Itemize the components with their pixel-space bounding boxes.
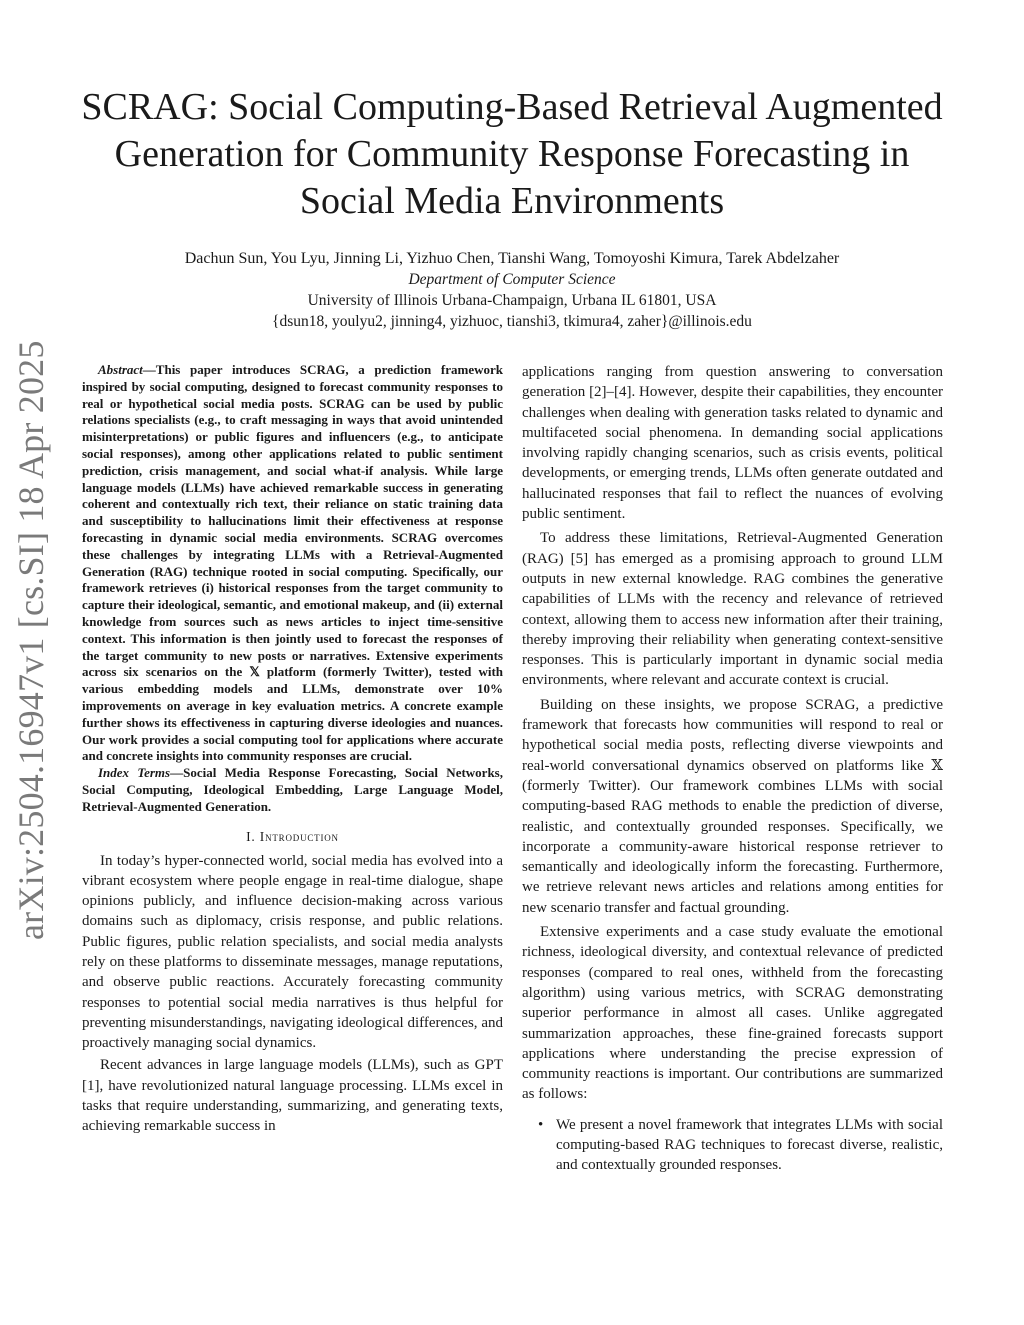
paragraph: Building on these insights, we propose SCRAG, a predictive framework that forecasts how communities will respond to real or hypothetical social media posts, reflecting diverse viewpoints and real-world conversational dynamics observed on platforms like 𝕏 (formerly Twitter). Our framework combines LLMs with social computing-based RAG methods to enable the prediction of diverse, realistic, and contextually grounded responses. Specifically, we incorporate a community-aware historical response retriever to semantically and ideologically inform the forecasting. Furthermore, we retrieve relevant news articles and relations among entities for new scenario transfer and factual grounding. — [522, 696, 943, 916]
abstract — [82, 362, 503, 765]
paragraph: Recent advances in large language models (LLMs), such as GPT [1], have revolutionized natural language processing. LLMs excel in tasks that require understanding, summarizing, and generating texts, achieving remarkable success in — [82, 1057, 503, 1135]
author-block — [80, 248, 944, 332]
left-column — [82, 362, 503, 1137]
index-terms-text: —Social Media Response Forecasting, Social Networks, Social Computing, Ideological Embedding, Large Language Model, Retrieval-Augmented Generation. — [82, 765, 503, 814]
section-heading-introduction: I. Introduction — [246, 828, 339, 844]
abstract-text: —This paper introduces SCRAG, a prediction framework inspired by social computing, designed to forecast community responses to real or hypothetical social media posts. SCRAG can be used by public relations specialists (e.g., to craft messaging in ways that avoid unintended misinterpretations) or public figures and influencers (e.g., to anticipate social responses), among other applications related to public sentiment prediction, crisis management, and social what-if analysis. While large language models (LLMs) have achieved remarkable success in generating coherent and contextually rich text, their reliance on static training data and susceptibility to hallucinations limit their effectiveness at response forecasting in dynamic social media environments. SCRAG overcomes these challenges by integrating LLMs with a Retrieval-Augmented Generation (RAG) technique rooted in social computing. Specifically, our framework retrieves (i) historical responses from the target community to capture their ideological, semantic, and emotional makeup, and (ii) external knowledge from sources such as news articles to inject time-sensitive context. This information is then jointly used to forecast the responses of the target community to new posts or narratives. Extensive experiments across six scenarios on the 𝕏 platform (formerly Twitter), tested with various embedding models and LLMs, demonstrate over 10% improvements on average in key evaluation metrics. A concrete example further shows its effectiveness in capturing diverse ideologies and nuances. Our work provides a social computing tool for applications where accurate and concrete insights into community responses are crucial. — [82, 362, 503, 764]
bullet-icon: • — [538, 1116, 544, 1133]
affiliation-university: University of Illinois Urbana-Champaign, Urbana IL 61801, USA — [307, 292, 717, 309]
paper-title: SCRAG: Social Computing-Based Retrieval Augmented Generation for Community Response Forecasting in Social Media Environments — [81, 86, 943, 222]
paragraph: In today’s hyper-connected world, social media has evolved into a vibrant ecosystem where people engage in real-time dialogue, shape opinions publicly, and influence decision-making across various domains such as diplomacy, crisis response, and public relations. Public figures, public relation specialists, and social media analysts rely on these platforms to disseminate messages, manage reputations, and observe public reactions. Accurately forecasting community responses to potential social media narratives is thus helpful for preventing misunderstandings, navigating ideological differences, and proactively managing social dynamics. — [82, 852, 503, 1052]
paragraph: Extensive experiments and a case study evaluate the emotional richness, ideological diversity, and contextual relevance of predicted responses (compared to real ones, withheld from the forecasting algorithm) using various metrics, with SCRAG demonstrating superior performance in almost all cases. Unlike aggregated summarization approaches, these fine-grained forecasts support applications where understanding the precise expression of community reactions is important. Our contributions are summarized as follows: — [522, 924, 943, 1103]
contributions-list — [522, 1115, 943, 1176]
arxiv-side-stamp: arXiv:2504.16947v1 [cs.SI] 18 Apr 2025 — [11, 340, 51, 940]
index-terms-label: Index Terms — [98, 765, 171, 781]
list-item — [522, 1115, 943, 1176]
paragraph: To address these limitations, Retrieval-Augmented Generation (RAG) [5] has emerged as a promising approach to ground LLM outputs in new external knowledge. RAG combines the generative capabilities of LLMs with the recency and relevance of retrieved context, allowing them to access new information after their training, thereby improving their reliability when generating context-sensitive responses. This is particularly important in dynamic social media environments, where relevant and accurate context is crucial. — [522, 530, 943, 689]
right-column — [522, 362, 943, 1176]
paragraph: applications ranging from question answering to conversation generation [2]–[4]. However, despite their capabilities, they encounter challenges when dealing with generation tasks related to dynamic and multifaceted social phenomena. In demanding social applications involving rapidly changing scenarios, such as crisis events, political developments, or emerging trends, LLMs often generate outdated and hallucinated responses that fail to reflect the nuances of evolving public sentiment. — [522, 364, 943, 523]
author-emails: {dsun18, youlyu2, jinning4, yizhuoc, tianshi3, tkimura4, zaher}@illinois.edu — [272, 313, 752, 330]
index-terms — [82, 765, 503, 815]
author-names: Dachun Sun, You Lyu, Jinning Li, Yizhuo Chen, Tianshi Wang, Tomoyoshi Kimura, Tarek Abdelzaher — [184, 250, 840, 267]
affiliation-department: Department of Computer Science — [408, 271, 616, 288]
abstract-label: Abstract — [98, 362, 143, 377]
contribution-text: We present a novel framework that integrates LLMs with social computing-based RAG techniques to forecast diverse, realistic, and contextually grounded responses. — [556, 1116, 943, 1174]
